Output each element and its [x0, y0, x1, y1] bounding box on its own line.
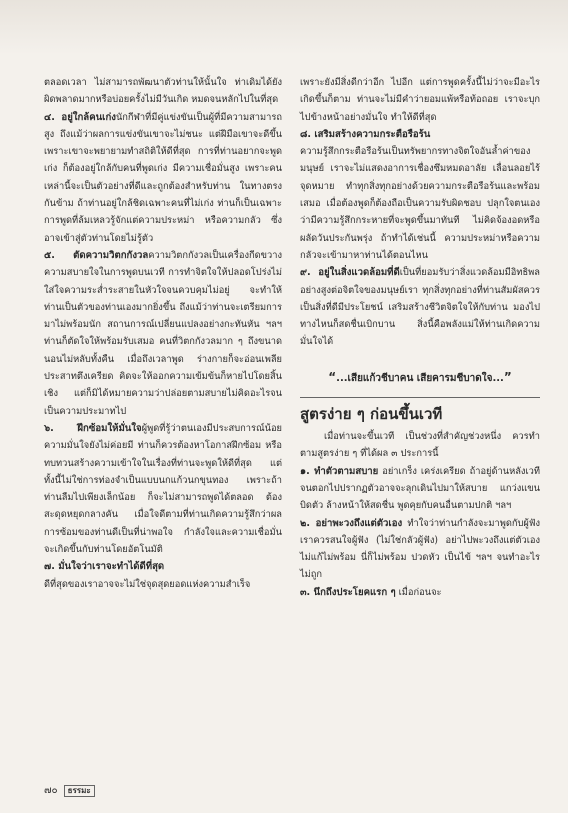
section-6-heading: ๖. ฝึกซ้อมให้มั่นใจ	[44, 422, 142, 434]
magazine-logo: ธรรมะ	[64, 785, 95, 797]
section-5-heading: ๕. ตัดความวิตกกังวล	[44, 249, 149, 261]
step-3-text: เมื่อก่อนจะ	[398, 586, 442, 598]
section-9-text: เป็นที่ยอมรับว่าสิ่งแวดล้อมมีอิทธิพลอย่างสูงต่อจิตใจของมนุษย์เรา ทุกสิ่งทุกอย่างที่ท่านสัมผัสควรเป็นสิ่งที่ดีมีประโยชน์ เสริมสร้างชีวิตจิตใจให้กับท่าน มองไปทางไหนก็สดชื่นเบิกบาน สิ่งนี้คือพลังแม่ให้ท่านเกิดความมั่นใจได้	[300, 267, 540, 348]
section-title: สูตรง่าย ๆ ก่อนขึ้นเวที	[300, 405, 443, 424]
page-footer	[44, 783, 95, 798]
left-column	[44, 74, 282, 593]
step-1-text: อย่าเกร็ง เคร่งเครียด ถ้าอยู่ด้านหลังเวทีจนตอกไปปรากฏตัวอาจจะลุกเดินไปมาให้สบาย แกว่งแขน บิดตัว ล้างหน้าให้สดชื่น พูดคุยกับคนอื่นตามปกติ ฯลฯ	[300, 465, 540, 512]
section-4-heading: ๔. อยู่ใกล้คนเก่ง	[44, 111, 116, 123]
step-2-text: ทำใจว่าท่านกำลังจะมาพูดกับผู้ฟัง เราควรสนใจผู้ฟัง (ไม่ใช่กลัวผู้ฟัง) อย่าไปพะวงถึงแต่ตัวเอง ไม่แก้ไม่พร้อม นี่ก็ไม่พร้อม ปวดหัว เป็นไข้ ฯลฯ จนทำอะไรไม่ถูก	[300, 517, 540, 581]
step-3-heading: ๓. นึกถึงประโยคแรก ๆ	[300, 586, 396, 598]
section-7-text: ดีที่สุดของเราอาจจะไม่ใช่จุดสุดยอดแห่งความสำเร็จ	[44, 578, 251, 590]
page-number: ๗๐	[44, 785, 58, 796]
section-8-heading: ๘. เสริมสร้างความกระตือรือร้น	[300, 128, 431, 140]
pull-quote	[300, 369, 540, 387]
step-1-heading: ๑. ทำตัวตามสบาย	[300, 465, 379, 477]
left-intro-paragraph: ตลอดเวลา ไม่สามารถพัฒนาตัวท่านให้นั้นใจ ท่าเดิมได้ยังผิดพลาดมากหรือบ่อยครั้งไม่มีวันเกิด หมดจนหลักไปในที่สุด	[44, 77, 282, 106]
section-divider	[300, 397, 540, 398]
step-2-heading: ๒. อย่าพะวงถึงแต่ตัวเอง	[300, 517, 403, 529]
right-intro-paragraph: เพราะยังมีสิ่งดีกว่าอีก ไปอีก แต่การพูดครั้งนี้ไม่ว่าจะมีอะไรเกิดขึ้นก็ตาม ท่านจะไม่มีคำว่ายอมแพ้หรือท้อถอย เราจะบุกไปข้างหน้าอย่างมั่นใจ ทำให้ดีที่สุด	[300, 77, 540, 123]
right-column	[300, 74, 540, 601]
open-quote-mark: “	[328, 369, 337, 384]
section-9-heading: ๙. อยู่ในสิ่งแวดล้อมที่ดี	[300, 267, 400, 279]
section-intro: เมื่อท่านจะขึ้นเวที เป็นช่วงที่สำคัญช่วงหนึ่ง ควรทำตามสูตรง่าย ๆ ที่ได้ผล ๓ ประการนี้	[300, 431, 540, 460]
section-6-text: ผู้พูดที่รู้ว่าตนเองมีประสบการณ์น้อย ความมั่นใจยังไม่ค่อยมี ท่านก็ควรต้องหาโอกาสฝึกซ้อม หรือทบทวนสร้างความเข้าใจในเรื่องที่ท่านจะพูดให้ดีที่สุด แต่ทั้งนี้ไม่ใช่การท่องจำเป็นแบบนกแก้วนกขุนทอง เพราะถ้าท่านลืมไปเพียงเล็กน้อย ก็จะไม่สามารถพูดได้ตลอด ต้องสะดุดหยุดกลางคัน เมื่อใจดีตามที่ท่านเกิดความรู้สึกว่าผลการซ้อมของท่านดีเป็นที่น่าพอใจ กำลังใจและความเชื่อมั่นจะเกิดขึ้นกับท่านโดยอัตโนมัติ	[44, 422, 282, 556]
section-5-text: ความวิตกกังวลเป็นเครื่องกีดขวางความสบายใจในการพูดบนเวที การทำจิตใจให้ปลอดโปร่งไม่ใส่ใจความระส่ำระสายในหัวใจจนควบคุมไม่อยู่ จะทำให้ท่านเป็นตัวของท่านเองมากยิ่งขึ้น ถึงแม้ว่าท่านจะเตรียมการมาไม่พร้อมนัก สถานการณ์เปลี่ยนแปลงอย่างกะทันหัน ฯลฯ ท่านก็ตัดใจให้พร้อมรับเสมอ คนที่วิตกกังวลมาก ๆ ถึงขนาดนอนไม่หลับทั้งคืน เมื่อถึงเวลาพูด ร่างกายก็จะอ่อนเพลีย ประสาทตึงเครียด คิดจะให้ออกความเข้มข้นก็หายไปโดยสิ้นเชิง แต่ก็มิได้หมายความว่าปล่อยตามสบายไม่คิดอะไรจนเป็นความประมาทไป	[44, 249, 282, 417]
page-top-shadow	[0, 0, 568, 55]
section-7-heading: ๗. มั่นใจว่าเราจะทำได้ดีที่สุด	[44, 561, 165, 573]
pull-quote-text: ...เสียแก้วชีบาคน เสียคารมชีบาดใจ...	[336, 372, 504, 384]
section-8-text: ความรู้สึกกระตือรือร้นเป็นทรัพยากรทางจิตใจอันล้ำค่าของมนุษย์ เราจะไม่แสดงอาการเชื่องซึมหมดอาลัย เลื่อนลอยไร้จุดหมาย ทำทุกสิ่งทุกอย่างด้วยความกระตือรือร้นและพร้อมเสมอ เมื่อต้องพูดก็ต้องถือเป็นความรับผิดชอบ ปลุกใจตนเองว่ามีความรู้สึกกระหายที่จะพูดขึ้นมาทันที ไม่คิดจ้องอดหรือผลัดวันประกันพรุ่ง ถ้าทำได้เช่นนี้ ความประหม่าหรือความกลัวจะเข้ามาหาท่านได้ตอนไหน	[300, 146, 540, 261]
section-4-text: นักกีฬาที่มีคู่แข่งขันเป็นผู้ที่มีความสามารถสูง ถึงแม้ว่าผลการแข่งขันเขาจะไม่ชนะ แต่ฝีมือเขาจะดีขึ้น เพราะเขาจะพยายามทำสถิติให้ดีที่สุด การที่ท่านอยากจะพูดเก่ง ก็ต้องอยู่ใกล้กับคนที่พูดเก่ง มีความเชื่อมั่นสูง เพราะคนเหล่านี้จะเป็นตัวอย่างที่ดีและถูกต้องสำหรับท่าน ในทางตรงกันข้าม ถ้าท่านอยู่ใกล้ชิดเฉพาะคนที่ไม่เก่ง ท่านก็เป็นเฉพาะการพูดที่ล้มเหลวรู้จักแต่ความประหม่า หรือความกลัว ซึ่งอาจเข้าสู่ตัวท่านโดยไม่รู้ตัว	[44, 111, 282, 244]
close-quote-mark: ”	[503, 369, 512, 384]
